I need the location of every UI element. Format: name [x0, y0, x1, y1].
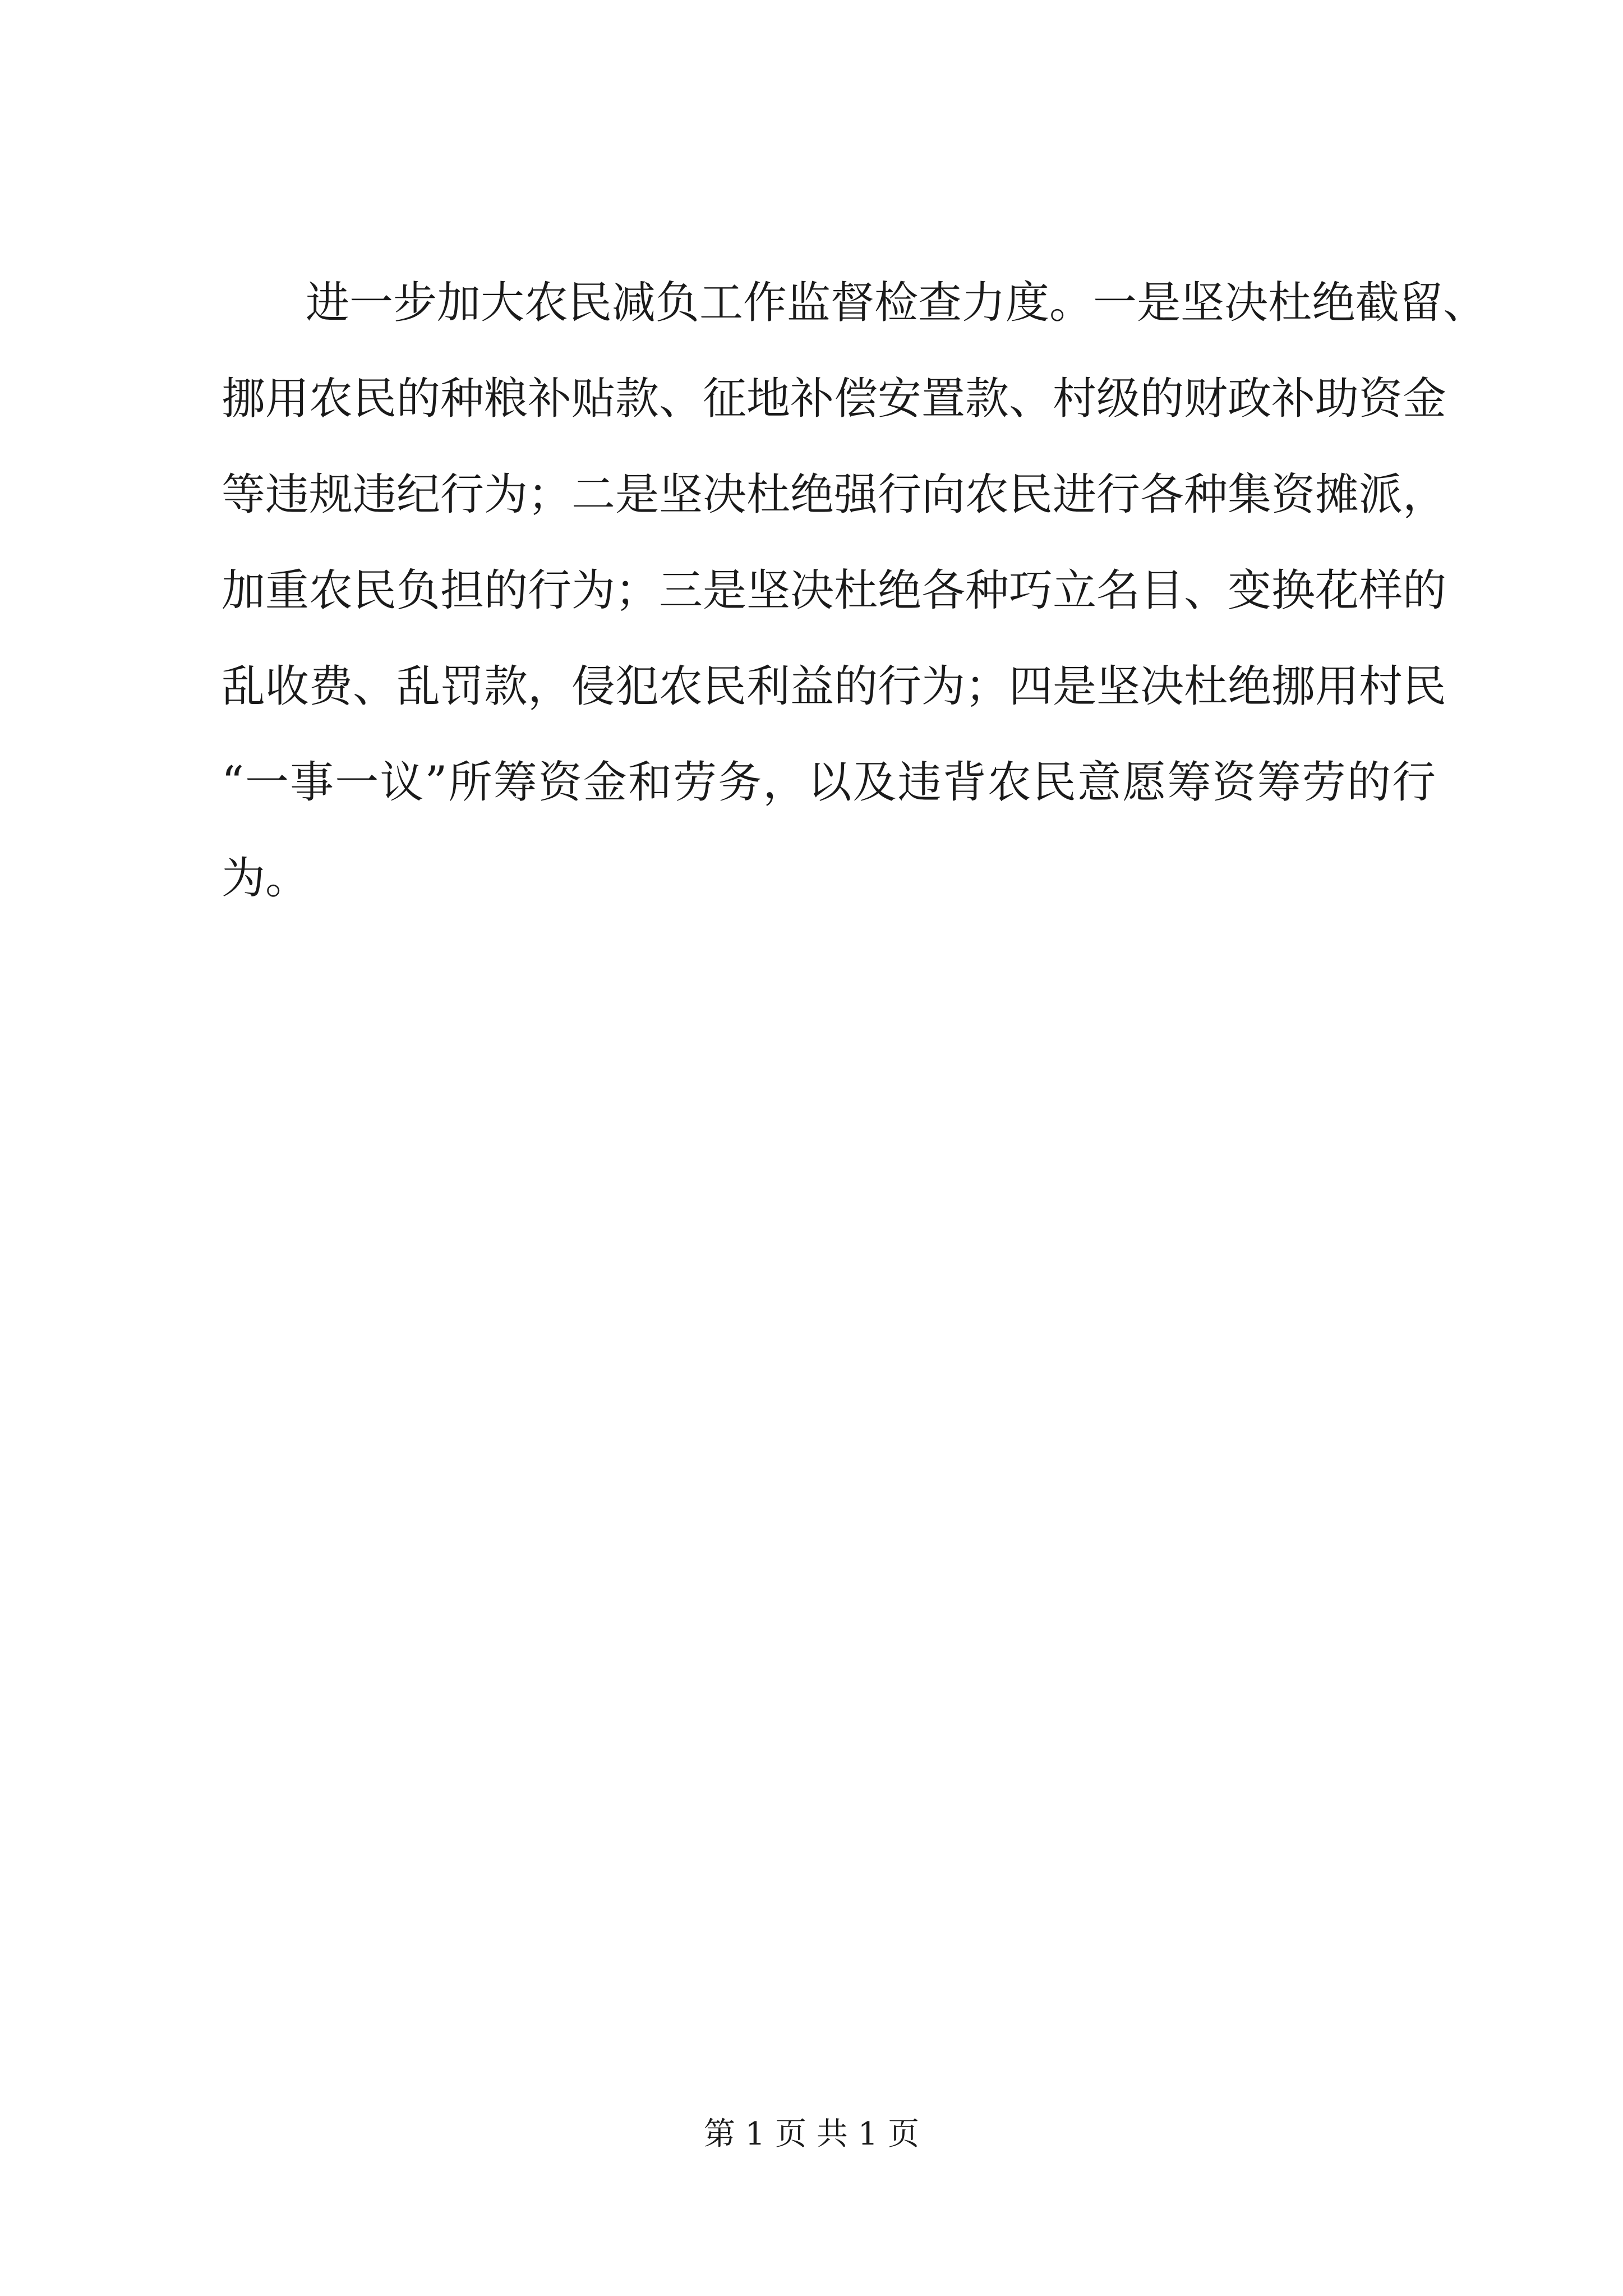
paragraph-line: 进一步加大农民减负工作监督检查力度。一是坚决杜绝截留、 — [306, 278, 1487, 328]
paragraph-line: 等违规违纪行为；二是坚决杜绝强行向农民进行各种集资摊派， — [222, 470, 1447, 520]
paragraph-line: 挪用农民的种粮补贴款、征地补偿安置款、村级的财政补助资金 — [222, 374, 1447, 424]
paragraph-line: “一事一议”所筹资金和劳务，以及违背农民意愿筹资筹劳的行 — [222, 757, 1436, 808]
paragraph-line: 为。 — [222, 853, 310, 904]
paragraph-line: 乱收费、乱罚款，侵犯农民利益的行为；四是坚决杜绝挪用村民 — [222, 661, 1447, 712]
body-paragraph — [222, 255, 1487, 927]
page-footer: 第 1 页 共 1 页 — [703, 2116, 920, 2152]
paragraph-line: 加重农民负担的行为；三是坚决杜绝各种巧立名目、变换花样的 — [222, 565, 1447, 616]
